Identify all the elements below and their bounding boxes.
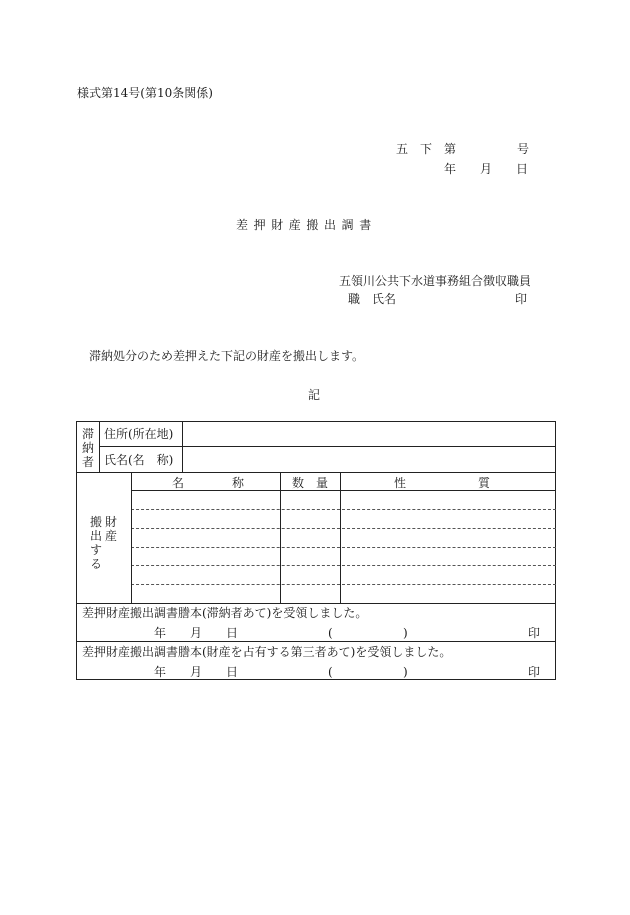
receipt-delinquent-day: 日 [226, 626, 239, 640]
receipt-third-party-year: 年 [154, 665, 167, 679]
delinquent-label: 滞 納 者 [81, 427, 94, 469]
statement: 滞納処分のため差押えた下記の財産を搬出します。 [89, 349, 365, 363]
column-divider [182, 422, 183, 472]
property-label-col1: 搬 出 す る [89, 515, 102, 571]
issuer-name-label: 職 氏名 [348, 292, 397, 306]
issuer-organization: 五領川公共下水道事務組合徴収職員 [339, 274, 532, 288]
property-row-divider [131, 584, 556, 585]
receipt-delinquent-paren-open: ( [328, 626, 333, 640]
property-row-divider [131, 509, 556, 510]
column-divider [99, 422, 100, 472]
receipt-third-party-seal: 印 [528, 665, 541, 679]
header-quantity: 数 量 [292, 476, 329, 490]
header-name: 名 称 [172, 476, 245, 490]
date-month: 月 [480, 162, 493, 176]
document-number-prefix: 五 下 第 [396, 142, 457, 156]
document-number-suffix: 号 [517, 142, 530, 156]
header-nature: 性 質 [394, 476, 491, 490]
receipt-third-party-paren-close: ) [403, 665, 408, 679]
row-divider [77, 641, 556, 642]
receipt-delinquent-seal: 印 [528, 626, 541, 640]
receipt-delinquent-paren-close: ) [403, 626, 408, 640]
row-divider [77, 472, 556, 473]
header-divider [131, 490, 556, 491]
date-year: 年 [444, 162, 457, 176]
issuer-seal: 印 [515, 292, 528, 306]
name-label: 氏名(名 称) [104, 453, 174, 467]
row-divider [77, 603, 556, 604]
date-day: 日 [516, 162, 529, 176]
property-label-col2: 財 産 [104, 515, 117, 543]
form-number: 様式第14号(第10条関係) [77, 86, 213, 100]
property-row-divider [131, 565, 556, 566]
receipt-third-party-text: 差押財産搬出調書謄本(財産を占有する第三者あて)を受領しました。 [82, 645, 452, 659]
property-row-divider [131, 547, 556, 548]
receipt-third-party-day: 日 [226, 665, 239, 679]
receipt-delinquent-month: 月 [190, 626, 203, 640]
receipt-third-party-month: 月 [190, 665, 203, 679]
property-row-divider [131, 528, 556, 529]
property-removal-table [76, 421, 556, 680]
address-label: 住所(所在地) [104, 427, 174, 441]
ki-heading: 記 [308, 388, 321, 402]
receipt-third-party-paren-open: ( [328, 665, 333, 679]
column-divider [340, 472, 341, 603]
row-divider [99, 446, 556, 447]
document-title: 差押財産搬出調書 [236, 218, 377, 232]
column-divider [131, 472, 132, 603]
receipt-delinquent-year: 年 [154, 626, 167, 640]
receipt-delinquent-text: 差押財産搬出調書謄本(滞納者あて)を受領しました。 [82, 606, 368, 620]
column-divider [280, 472, 281, 603]
